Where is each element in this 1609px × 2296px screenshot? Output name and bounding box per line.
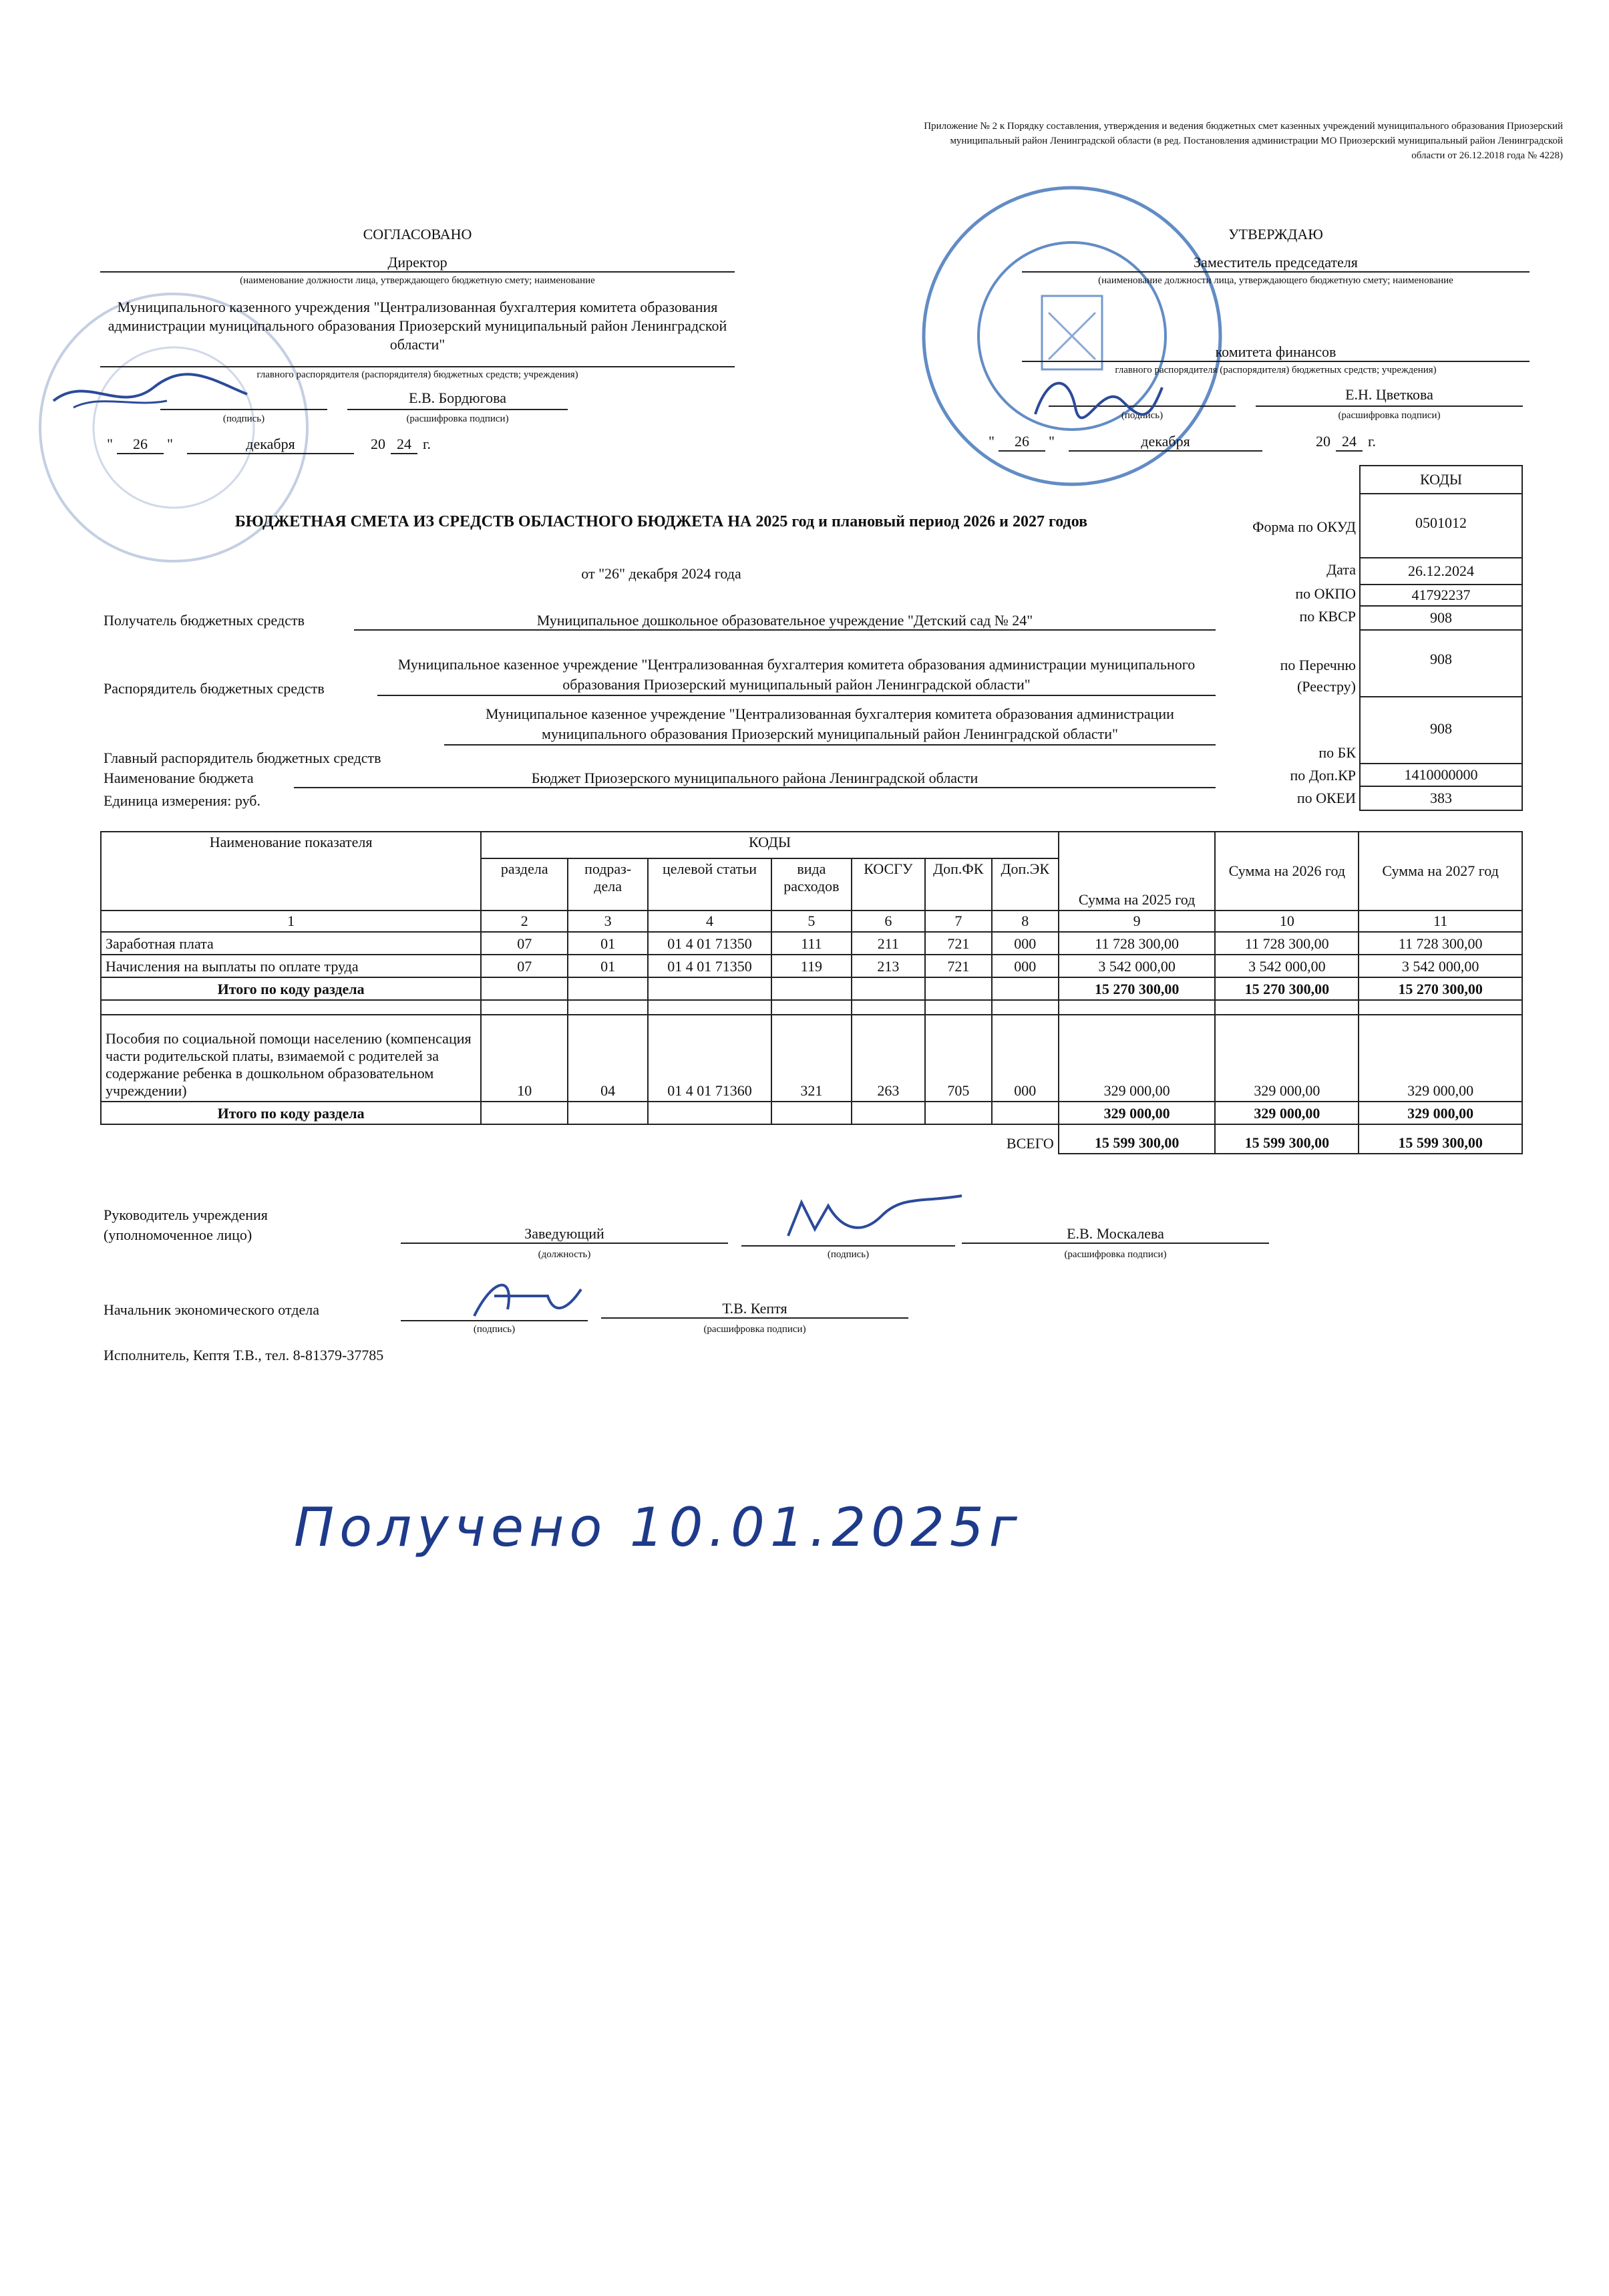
left-position-caption: (наименование должности лица, утверждающего бюджетную смету; наименование bbox=[240, 275, 595, 286]
page-title: БЮДЖЕТНАЯ СМЕТА ИЗ СРЕДСТВ ОБЛАСТНОГО БЮДЖЕТА НА 2025 год и плановый период 2026 и 2027 годов bbox=[234, 513, 1088, 530]
head-label: Руководитель учреждения (уполномоченное лицо) bbox=[104, 1206, 268, 1243]
label-okpo: по ОКПО bbox=[1295, 585, 1356, 602]
h-col: целевой статьи bbox=[648, 858, 771, 911]
head-position-caption: (должность) bbox=[538, 1249, 591, 1260]
h-name: Наименование показателя bbox=[101, 832, 481, 911]
left-month: декабря bbox=[187, 436, 354, 454]
h-col: раздела bbox=[481, 858, 568, 911]
label-okei: по ОКЕИ bbox=[1296, 790, 1356, 806]
right-signature bbox=[1022, 361, 1169, 434]
h-col: Доп.ФК bbox=[925, 858, 992, 911]
label-kvsr: по КВСР bbox=[1299, 608, 1356, 625]
label-perechen: по Перечню (Реестру) bbox=[1280, 657, 1356, 695]
h-codes: КОДЫ bbox=[481, 832, 1058, 858]
econ-signature bbox=[468, 1269, 588, 1323]
manager-value: Муниципальное казенное учреждение "Централизованная бухгалтерия комитета образования администрации муниципального образования Приозерский муниципальный район Ленинградской области" bbox=[377, 655, 1216, 696]
budget-label: Наименование бюджета bbox=[104, 770, 254, 786]
head-name: Е.В. Москалева bbox=[962, 1225, 1269, 1244]
left-signer: Е.В. Бордюгова bbox=[409, 389, 506, 406]
right-month: декабря bbox=[1069, 433, 1262, 452]
left-decode-caption: (расшифровка подписи) bbox=[406, 414, 509, 424]
h-col: подраз-дела bbox=[568, 858, 648, 911]
executor: Исполнитель, Кептя Т.В., тел. 8-81379-37785 bbox=[104, 1347, 384, 1363]
left-heading: СОГЛАСОВАНО bbox=[363, 226, 472, 242]
h-col: Доп.ЭК bbox=[992, 858, 1059, 911]
right-position-caption: (наименование должности лица, утверждающего бюджетную смету; наименование bbox=[1098, 275, 1453, 286]
econ-name: Т.В. Кептя bbox=[601, 1300, 908, 1319]
codes-dopkr: 1410000000 bbox=[1361, 764, 1522, 787]
right-year-prefix: 20 bbox=[1316, 433, 1330, 450]
right-year-suffix: 24 bbox=[1336, 433, 1363, 452]
recipient-value: Муниципальное дошкольное образовательное учреждение "Детский сад № 24" bbox=[354, 612, 1216, 631]
right-org-caption: главного распорядителя (распорядителя) бюджетных средств; учреждения) bbox=[1115, 365, 1437, 375]
title-date: от "26" декабря 2024 года bbox=[581, 565, 741, 582]
left-year-prefix: 20 bbox=[371, 436, 385, 452]
table-row: Заработная плата 07 01 01 4 01 71350 111 211 721 000 11 728 300,00 11 728 300,00 11 728 300,00 bbox=[101, 932, 1522, 955]
codes-box bbox=[1359, 465, 1523, 811]
right-signer: Е.Н. Цветкова bbox=[1345, 386, 1433, 403]
h-col: вида расходов bbox=[771, 858, 852, 911]
econ-label: Начальник экономического отдела bbox=[104, 1301, 320, 1318]
left-year-unit: г. bbox=[423, 436, 431, 452]
codes-forma: 0501012 bbox=[1361, 494, 1522, 558]
chief-label: Главный распорядитель бюджетных средств bbox=[104, 750, 381, 766]
h-sum2027: Сумма на 2027 год bbox=[1359, 832, 1522, 911]
left-day: 26 bbox=[117, 436, 164, 454]
subtotal-row: Итого по коду раздела 15 270 300,00 15 270 300,00 15 270 300,00 bbox=[101, 977, 1522, 1000]
head-name-caption: (расшифровка подписи) bbox=[1064, 1249, 1167, 1260]
budget-table bbox=[100, 831, 1523, 1154]
right-day: 26 bbox=[999, 433, 1045, 452]
head-signature bbox=[775, 1189, 975, 1249]
codes-okpo: 41792237 bbox=[1361, 585, 1522, 607]
right-year-unit: г. bbox=[1368, 433, 1377, 450]
label-bk: по БК bbox=[1318, 744, 1356, 761]
left-org: Муниципального казенного учреждения "Централизованная бухгалтерия комитета образования администрации муниципального образования Приозерский муниципальный район Ленинградской области" bbox=[108, 299, 727, 353]
manager-label: Распорядитель бюджетных средств bbox=[104, 680, 325, 697]
right-org: комитета финансов bbox=[1215, 343, 1336, 360]
h-col: КОСГУ bbox=[852, 858, 925, 911]
left-sign-caption: (подпись) bbox=[222, 414, 265, 424]
subtotal-row: Итого по коду раздела 329 000,00 329 000,00 329 000,00 bbox=[101, 1102, 1522, 1124]
codes-perechen: 908 bbox=[1361, 631, 1522, 697]
head-position: Заведующий bbox=[401, 1225, 728, 1244]
table-row: Начисления на выплаты по оплате труда 07 01 01 4 01 71350 119 213 721 000 3 542 000,00 3 542 000,00 3 542 000,00 bbox=[101, 955, 1522, 977]
recipient-label: Получатель бюджетных средств bbox=[104, 612, 305, 629]
codes-header: КОДЫ bbox=[1361, 466, 1522, 494]
econ-sign-caption: (подпись) bbox=[473, 1324, 516, 1335]
total-row: ВСЕГО 15 599 300,00 15 599 300,00 15 599 300,00 bbox=[101, 1124, 1522, 1154]
left-year-suffix: 24 bbox=[391, 436, 417, 454]
codes-date: 26.12.2024 bbox=[1361, 558, 1522, 585]
left-signature bbox=[47, 361, 260, 421]
h-sum2025: Сумма на 2025 год bbox=[1059, 832, 1216, 911]
table-row: Пособия по социальной помощи населению (компенсация части родительской платы, взимаемой с родителей за содержание ребенка в дошкольном образовательном учреждении) 10 04 01 4 01 71360 321 263 705 000 329 000,00 329 000,00 329 000,00 bbox=[101, 1015, 1522, 1102]
label-dopkr: по Доп.КР bbox=[1290, 767, 1356, 784]
econ-name-caption: (расшифровка подписи) bbox=[703, 1324, 806, 1335]
budget-value: Бюджет Приозерского муниципального района Ленинградской области bbox=[294, 770, 1216, 788]
left-position: Директор bbox=[387, 254, 448, 271]
right-position: Заместитель председателя bbox=[1194, 254, 1358, 271]
codes-kvsr: 908 bbox=[1361, 607, 1522, 631]
label-date: Дата bbox=[1326, 561, 1356, 578]
table-row-numbers: 1 2 3 4 5 6 7 8 9 10 11 bbox=[101, 911, 1522, 932]
codes-bk: 908 bbox=[1361, 697, 1522, 764]
right-sign-caption: (подпись) bbox=[1121, 410, 1164, 421]
chief-value: Муниципальное казенное учреждение "Централизованная бухгалтерия комитета образования администрации муниципального образования Приозерский муниципальный район Ленинградской области" bbox=[444, 704, 1216, 746]
right-decode-caption: (расшифровка подписи) bbox=[1338, 410, 1441, 421]
head-sign-caption: (подпись) bbox=[827, 1249, 870, 1260]
label-forma: Форма по ОКУД bbox=[1252, 518, 1356, 535]
appendix-note: Приложение № 2 к Порядку составления, утверждения и ведения бюджетных смет казенных учреждений муниципального образования Приозерский муниципальный район Ленинградской области (в ред. Постановления администрации МО Приозерский муниципальный район Ленинградской области от 26.12.2018 года № 4228) bbox=[924, 121, 1563, 161]
h-sum2026: Сумма на 2026 год bbox=[1215, 832, 1359, 911]
right-heading: УТВЕРЖДАЮ bbox=[1228, 226, 1323, 242]
unit-label: Единица измерения: руб. bbox=[104, 792, 260, 809]
handwritten-note: Получено 10.01.2025г bbox=[294, 1496, 1023, 1559]
left-org-caption: главного распорядителя (распорядителя) бюджетных средств; учреждения) bbox=[256, 369, 578, 380]
codes-okei: 383 bbox=[1430, 790, 1452, 806]
